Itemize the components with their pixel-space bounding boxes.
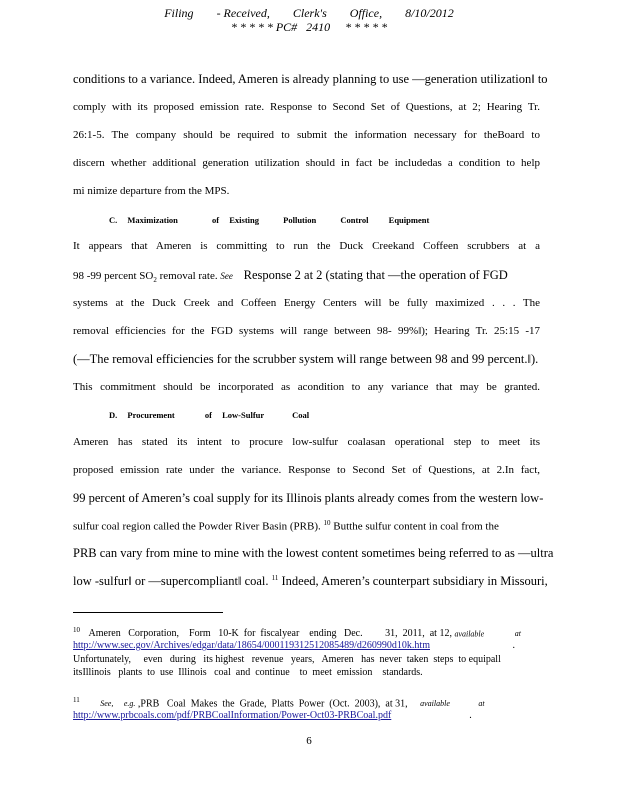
p3-line-4 [73, 519, 540, 533]
heading-d-w4: Coal [292, 410, 310, 420]
page-number: 6 [306, 735, 312, 747]
p1-line-2: comply with its proposed emission rate. Response to Second Set of Questions, at 2; Hearing Tr. [73, 101, 540, 113]
heading-d-w1: Procurement [127, 410, 175, 420]
heading-c-letter: C. [109, 215, 118, 225]
p2-line-2c: removal rate. [156, 270, 218, 282]
p3-line-3: 99 percent of Ameren’s coal supply for its Illinois plants already comes from the western low- [73, 491, 544, 505]
header-filing: Filing [164, 6, 194, 20]
p3-line-5: PRB can vary from mine to mine with the lowest content sometimes being referred to as —ultra [73, 546, 554, 560]
fn11-see: See, [100, 699, 114, 709]
heading-c [109, 215, 429, 225]
fn10-at: at [514, 629, 521, 639]
p3-line-4a: sulfur coal region called the Powder River Basin (PRB). [73, 520, 321, 533]
p1-line-5: mi nimize departure from the MPS. [73, 185, 230, 197]
heading-c-w1: Maximization [127, 215, 178, 225]
fn11-text: ,PRB Coal Makes the Grade, Platts Power (Oct. 2003), at 31, [137, 698, 408, 710]
fn11-period: . [469, 710, 472, 721]
fn10-number: 10 [73, 626, 80, 634]
filing-header-line-2: * * * * * PC# 2410 * * * * * [230, 20, 388, 34]
fn11-line-1 [73, 696, 540, 709]
p3-line-6 [73, 574, 548, 589]
p2-line-1: It appears that Ameren is committing to run the Duck Creekand Coffeen scrubbers at a [73, 240, 540, 252]
p2-line-4: removal efficiencies for the FGD systems will range between 98- 99%‖); Hearing Tr. 25:15 -17 [73, 325, 540, 337]
p3-line-6a: low -sulfur‖ or —supercompliant‖ coal. [73, 574, 269, 589]
footnote-separator [73, 612, 223, 613]
p1-line-1: conditions to a variance. Indeed, Ameren is already planning to use —generation utilization‖ to [73, 72, 548, 86]
p1-line-3: 26:1-5. The company should be required to submit the information necessary for theBoard to [73, 129, 540, 141]
fn10-line-1 [73, 626, 540, 639]
fn11-link[interactable]: http://www.prbcoals.com/pdf/PRBCoalInformation/Power-Oct03-PRBCoal.pdf [73, 710, 392, 721]
p2-line-2d: Response 2 at 2 (stating that —the operation of FGD [243, 268, 508, 282]
heading-c-w2: of [212, 215, 220, 225]
p3-line-1: Ameren has stated its intent to procure low-sulfur coalasan operational step to meet its [73, 436, 540, 448]
heading-c-w3: Existing [229, 215, 260, 225]
p2-line-6: This commitment should be incorporated as acondition to any variance that may be granted. [73, 381, 540, 393]
heading-d [109, 410, 309, 420]
heading-c-w5: Control [340, 215, 369, 225]
fn11-at: at [478, 699, 485, 709]
filing-header-line-1 [0, 6, 618, 21]
p3-line-2: proposed emission rate under the variance. Response to Second Set of Questions, at 2.In fact, [73, 464, 540, 476]
p2-line-3: systems at the Duck Creek and Coffeen Energy Centers will be fully maximized . . . The [73, 297, 540, 309]
p2-line-2a: 98 -99 percent SO [73, 270, 154, 282]
header-office: Office, [349, 6, 383, 20]
fn10-line-3: itsIllinois plants to use Illinois coal and continue to meet emission standards. [73, 667, 423, 678]
fn11-eg: e.g. [123, 699, 136, 709]
fn10-line-2: Unfortunately, even during its highest revenue years, Ameren has never taken steps to equipall [73, 654, 501, 665]
header-date: 8/10/2012 [405, 6, 454, 20]
fn10-available: available [454, 629, 485, 639]
heading-c-w6: Equipment [388, 215, 430, 225]
heading-c-w4: Pollution [283, 215, 317, 225]
fn10-text-1: Ameren Corporation, Form 10-K for fiscalyear ending Dec. 31, 2011, at 12, [88, 628, 452, 640]
heading-d-w3: Low-Sulfur [222, 410, 264, 420]
header-received: - Received, [216, 6, 270, 20]
heading-d-w2: of [204, 410, 212, 420]
fn11-number: 11 [73, 696, 80, 704]
header-clerks: Clerk's [292, 6, 327, 20]
heading-d-letter: D. [109, 410, 118, 420]
p2-line-5: (—The removal efficiencies for the scrubber system will range between 98 and 99 percent.‖). [73, 352, 539, 366]
footnote-ref-11: 11 [271, 574, 279, 582]
p1-line-4: discern whether additional generation utilization should in fact be includedas a condition to help [73, 157, 540, 169]
p3-line-6c: Indeed, Ameren’s counterpart subsidiary in Missouri, [281, 574, 548, 589]
fn10-link[interactable]: http://www.sec.gov/Archives/edgar/data/18654/000119312512085489/d260990d10k.htm [73, 640, 430, 651]
footnote-ref-10: 10 [323, 519, 331, 527]
fn10-period: . [512, 640, 515, 651]
p3-line-4c: Butthe sulfur content in coal from the [333, 520, 499, 533]
fn11-available: available [420, 699, 450, 709]
p2-line-2 [73, 268, 540, 284]
fn10-line-url [73, 640, 540, 651]
see-signal: See [220, 271, 233, 281]
so2-subscript: 2 [153, 276, 157, 285]
fn11-line-url [73, 710, 540, 721]
